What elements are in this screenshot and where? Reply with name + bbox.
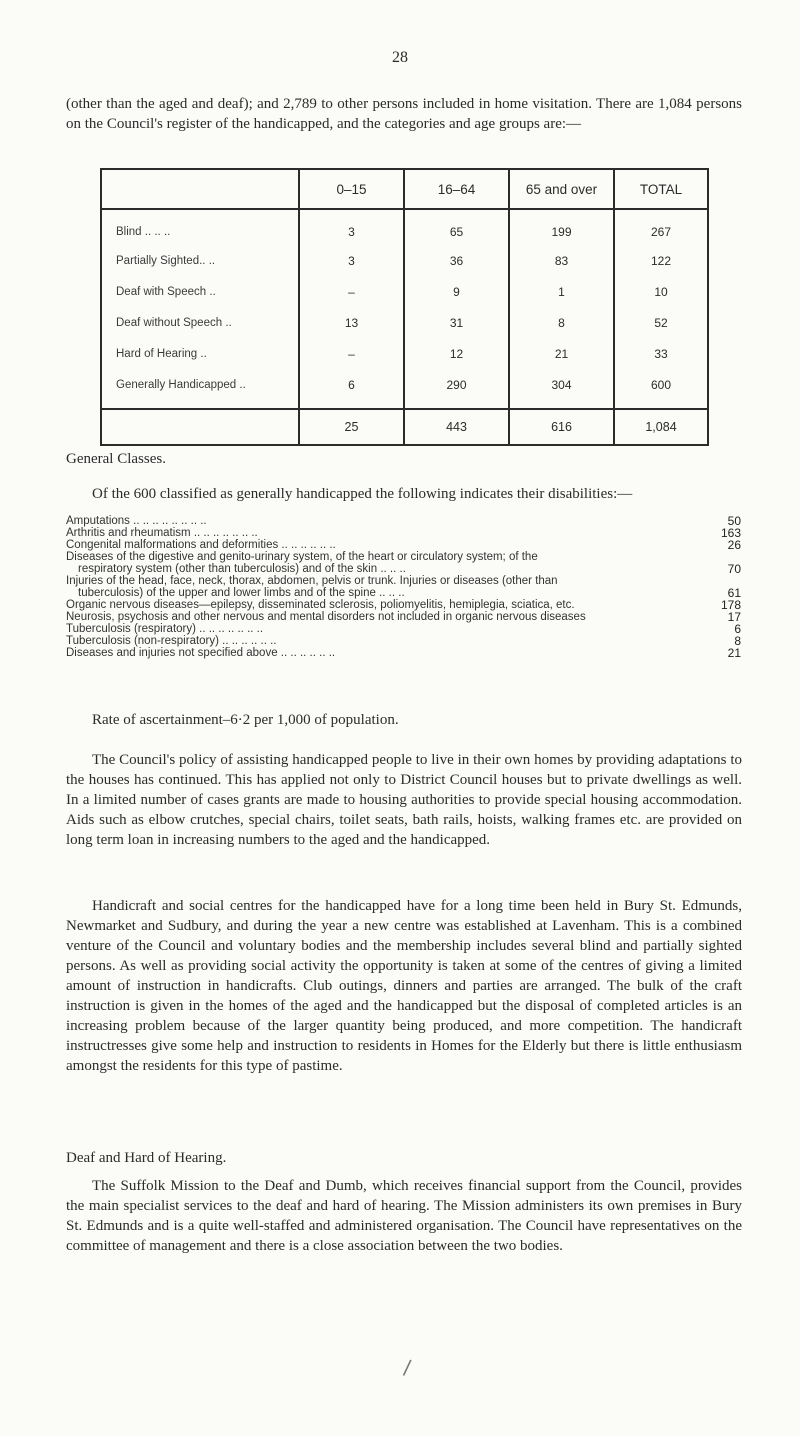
total-16-64: 443 [404, 409, 509, 445]
row-label: Partially Sighted.. .. [101, 245, 299, 276]
cell-total: 10 [614, 276, 708, 307]
cell-total: 33 [614, 338, 708, 369]
table-row [101, 307, 708, 338]
header-age-65-over: 65 and over [509, 169, 614, 209]
cell-total: 122 [614, 245, 708, 276]
ascertainment-rate: Rate of ascertainment–6·2 per 1,000 of population. [92, 712, 399, 728]
row-label: Hard of Hearing .. [101, 338, 299, 369]
handicraft-paragraph: Handicraft and social centres for the handicapped have for a long time been held in Bury St. Edmunds, Newmarket and Sudbury, and during the year a new centre was established at Lavenham. This is a combined venture of the Council and voluntary bodies and the membership includes several blind and partially sighted persons. As well as providing social activity the opportunity is taken at some of the centres of giving a limited amount of instruction in handicrafts. Club outings, dinners and parties are arranged. The bulk of the craft instruction is given in the homes of the aged and the handicapped but the disposal of completed articles is an increasing problem because of the larger quantity being produced, and more competition. The handicraft instructresses give some help and instruction to residents in Homes for the Elderly but there is little enthusiasm amongst the residents for this type of pastime. [66, 898, 742, 1074]
cell-65-over: 83 [509, 245, 614, 276]
totals-label [101, 409, 299, 445]
grand-total: 1,084 [614, 409, 708, 445]
cell-65-over: 1 [509, 276, 614, 307]
cell-0-15: – [299, 338, 404, 369]
list-item: Diseases and injuries not specified above .. .. .. .. .. .. 21 [66, 646, 741, 660]
table-row [101, 369, 708, 409]
deaf-section-heading: Deaf and Hard of Hearing. [66, 1150, 227, 1166]
header-total: TOTAL [614, 169, 708, 209]
cell-16-64: 290 [404, 369, 509, 409]
cell-0-15: – [299, 276, 404, 307]
cell-65-over: 21 [509, 338, 614, 369]
list-item: Diseases of the digestive and genito-urinary system, of the heart or circulatory system; of the respiratory system (other than tuberculosis) and of the skin .. .. .. 70 [66, 551, 741, 576]
row-label: Generally Handicapped .. [101, 369, 299, 409]
cell-65-over: 304 [509, 369, 614, 409]
cell-0-15: 3 [299, 209, 404, 245]
list-item: Congenital malformations and deformities .. .. .. .. .. .. 26 [66, 538, 741, 552]
table-header-row [101, 169, 708, 209]
table-row [101, 209, 708, 245]
page-number: 28 [392, 49, 408, 66]
table-row [101, 276, 708, 307]
handicap-categories-table [100, 168, 709, 446]
cell-0-15: 3 [299, 245, 404, 276]
table-row [101, 338, 708, 369]
cell-16-64: 65 [404, 209, 509, 245]
cell-0-15: 13 [299, 307, 404, 338]
cell-total: 52 [614, 307, 708, 338]
total-0-15: 25 [299, 409, 404, 445]
cell-16-64: 9 [404, 276, 509, 307]
cell-16-64: 36 [404, 245, 509, 276]
header-age-16-64: 16–64 [404, 169, 509, 209]
list-item: Injuries of the head, face, neck, thorax, abdomen, pelvis or trunk. Injuries or diseases (other than tuberculosis) of the upper and lower limbs and of the spine .. .. .. 61 [66, 575, 741, 600]
stray-pen-mark: / [402, 1354, 413, 1380]
total-65-over: 616 [509, 409, 614, 445]
cell-total: 600 [614, 369, 708, 409]
list-item: Organic nervous diseases—epilepsy, disseminated sclerosis, poliomyelitis, hemiplegia, sciatica, etc. 178 [66, 598, 741, 612]
list-item: Arthritis and rheumatism .. .. .. .. .. .. .. 163 [66, 526, 741, 540]
cell-16-64: 31 [404, 307, 509, 338]
general-classes-heading: General Classes. [66, 451, 166, 467]
list-item: Tuberculosis (respiratory) .. .. .. .. .. .. .. 6 [66, 622, 741, 636]
intro-paragraph: (other than the aged and deaf); and 2,789 to other persons included in home visitation. There are 1,084 persons on the Council's register of the handicapped, and the categories and age groups are:— [66, 96, 742, 132]
table-totals-row [101, 409, 708, 445]
cell-0-15: 6 [299, 369, 404, 409]
list-item: Amputations .. .. .. .. .. .. .. .. 50 [66, 514, 741, 528]
list-item: Tuberculosis (non-respiratory) .. .. .. .. .. .. 8 [66, 634, 741, 648]
row-label: Deaf without Speech .. [101, 307, 299, 338]
cell-65-over: 199 [509, 209, 614, 245]
general-classes-intro: Of the 600 classified as generally handicapped the following indicates their disabilities:— [92, 486, 633, 502]
policy-paragraph: The Council's policy of assisting handicapped people to live in their own homes by providing adaptations to the houses has continued. This has applied not only to District Council houses but to private dwellings as well. In a limited number of cases grants are made to housing authorities to provide special housing accommodation. Aids such as elbow crutches, special chairs, toilet seats, bath rails, hoists, walking frames etc. are provided on long term loan in increasing numbers to the aged and the handicapped. [66, 752, 742, 848]
header-age-0-15: 0–15 [299, 169, 404, 209]
row-label: Deaf with Speech .. [101, 276, 299, 307]
table-row [101, 245, 708, 276]
cell-65-over: 8 [509, 307, 614, 338]
row-label: Blind .. .. .. [101, 209, 299, 245]
disabilities-list [66, 515, 741, 659]
cell-total: 267 [614, 209, 708, 245]
header-blank [101, 169, 299, 209]
cell-16-64: 12 [404, 338, 509, 369]
deaf-section-paragraph: The Suffolk Mission to the Deaf and Dumb, which receives financial support from the Council, provides the main specialist services to the deaf and hard of hearing. The Mission administers its own premises in Bury St. Edmunds and is a quite well-staffed and administered organisation. The Council have representatives on the committee of management and there is a close association between the two bodies. [66, 1178, 742, 1254]
list-item: Neurosis, psychosis and other nervous and mental disorders not included in organic nervous diseases 17 [66, 610, 741, 624]
